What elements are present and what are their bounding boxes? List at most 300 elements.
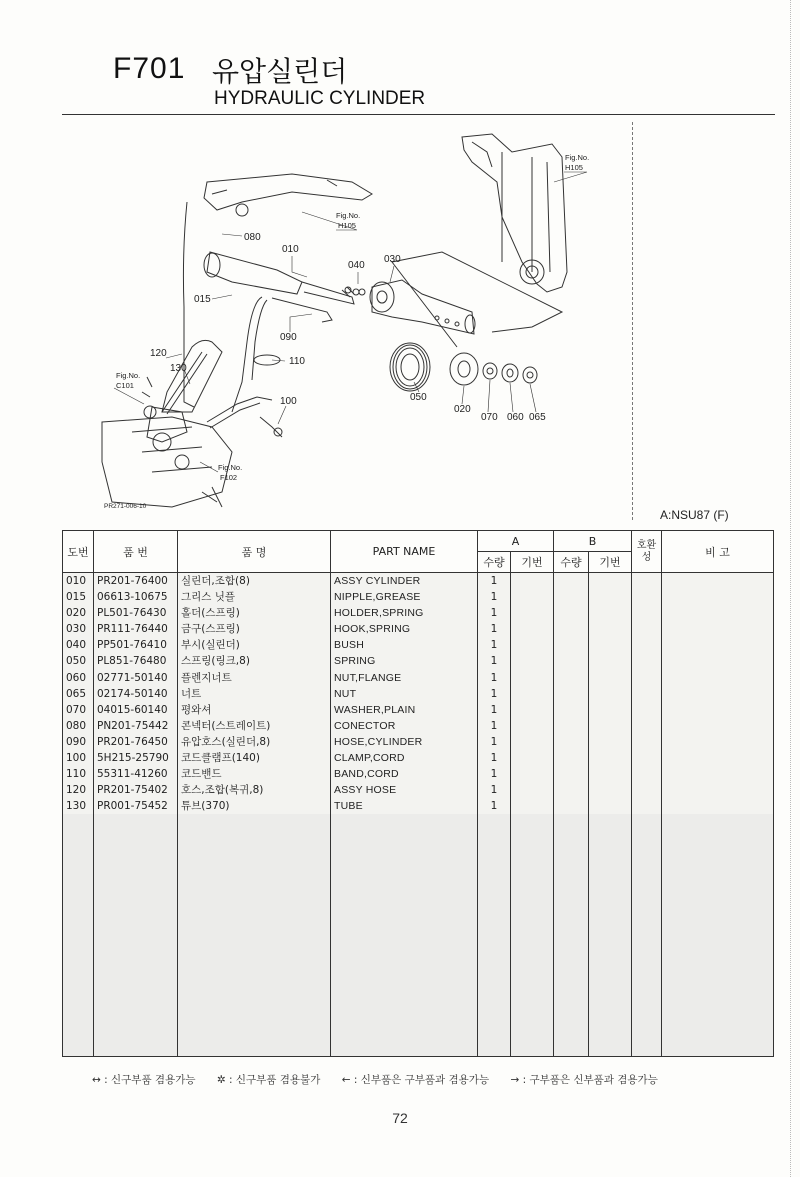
empty-cell: [178, 1008, 331, 1024]
header-code-a: 기번: [511, 552, 554, 573]
empty-cell: [632, 831, 662, 847]
empty-cell: [662, 959, 774, 975]
empty-cell: [662, 991, 774, 1007]
empty-cell: [178, 1040, 331, 1057]
empty-cell: [554, 1024, 589, 1040]
empty-cell: [632, 863, 662, 879]
row-no: 015: [63, 589, 94, 605]
row-qty-b: [554, 621, 589, 637]
header-code-b: 기번: [589, 552, 632, 573]
empty-cell: [178, 959, 331, 975]
row-code-a: [511, 670, 554, 686]
row-remarks: [662, 653, 774, 669]
callout-label: 120: [150, 348, 167, 359]
row-remarks: [662, 589, 774, 605]
empty-cell: [63, 879, 94, 895]
empty-row: [63, 895, 774, 911]
table-row: [63, 718, 774, 734]
empty-cell: [632, 1024, 662, 1040]
row-qty-b: [554, 718, 589, 734]
empty-cell: [589, 991, 632, 1007]
legend-item: ✲ : 신구부품 겸용불가: [216, 1074, 321, 1086]
header-no: 도번: [63, 531, 94, 573]
page-number: 72: [392, 1110, 408, 1126]
empty-cell: [478, 814, 511, 830]
callout-label: 090: [280, 332, 297, 343]
exploded-diagram: [92, 122, 632, 522]
row-qty-a: 1: [478, 750, 511, 766]
row-name-ko: 평와셔: [178, 702, 331, 718]
empty-cell: [478, 895, 511, 911]
empty-row: [63, 991, 774, 1007]
page-code: F701: [113, 52, 186, 85]
empty-cell: [331, 975, 478, 991]
empty-row: [63, 814, 774, 830]
row-qty-b: [554, 750, 589, 766]
empty-cell: [178, 863, 331, 879]
row-code-b: [589, 621, 632, 637]
empty-cell: [178, 895, 331, 911]
row-part-no: PR201-76450: [94, 734, 178, 750]
empty-cell: [589, 831, 632, 847]
empty-cell: [632, 991, 662, 1007]
row-remarks: [662, 573, 774, 590]
empty-cell: [662, 895, 774, 911]
empty-cell: [331, 863, 478, 879]
header-group-a: A: [478, 531, 554, 552]
table-row: [63, 589, 774, 605]
row-qty-a: 1: [478, 670, 511, 686]
empty-cell: [662, 975, 774, 991]
row-qty-b: [554, 766, 589, 782]
empty-cell: [589, 927, 632, 943]
table-row: [63, 637, 774, 653]
empty-cell: [589, 975, 632, 991]
empty-cell: [632, 814, 662, 830]
row-qty-a: 1: [478, 637, 511, 653]
empty-cell: [554, 847, 589, 863]
empty-row: [63, 879, 774, 895]
empty-cell: [63, 927, 94, 943]
row-qty-a: 1: [478, 589, 511, 605]
empty-cell: [511, 895, 554, 911]
table-row: [63, 605, 774, 621]
empty-cell: [632, 959, 662, 975]
row-no: 065: [63, 686, 94, 702]
empty-cell: [63, 991, 94, 1007]
empty-cell: [478, 847, 511, 863]
row-part-no: 55311-41260: [94, 766, 178, 782]
row-code-b: [589, 605, 632, 621]
empty-cell: [94, 911, 178, 927]
empty-row: [63, 959, 774, 975]
empty-row: [63, 911, 774, 927]
row-qty-b: [554, 734, 589, 750]
row-qty-a: 1: [478, 605, 511, 621]
row-name-en: WASHER,PLAIN: [331, 702, 478, 718]
empty-row: [63, 831, 774, 847]
table-row: [63, 750, 774, 766]
row-code-a: [511, 782, 554, 798]
row-qty-a: 1: [478, 798, 511, 814]
drawing-code: PR271-006-10: [104, 503, 147, 510]
empty-cell: [589, 879, 632, 895]
empty-cell: [63, 1008, 94, 1024]
empty-cell: [178, 814, 331, 830]
row-name-en: NUT,FLANGE: [331, 670, 478, 686]
empty-cell: [589, 911, 632, 927]
row-name-ko: 부시(실린더): [178, 637, 331, 653]
row-qty-b: [554, 653, 589, 669]
row-qty-b: [554, 573, 589, 590]
diagram-divider: [632, 122, 633, 520]
row-code-b: [589, 766, 632, 782]
row-interchange: [632, 718, 662, 734]
empty-cell: [94, 863, 178, 879]
header-part-no: 품 번: [94, 531, 178, 573]
empty-cell: [478, 959, 511, 975]
empty-cell: [662, 879, 774, 895]
row-code-a: [511, 653, 554, 669]
row-interchange: [632, 686, 662, 702]
empty-cell: [63, 1024, 94, 1040]
empty-cell: [589, 847, 632, 863]
empty-cell: [662, 927, 774, 943]
row-no: 010: [63, 573, 94, 590]
row-qty-b: [554, 798, 589, 814]
row-name-ko: 코드클램프(140): [178, 750, 331, 766]
row-code-b: [589, 670, 632, 686]
callout-label: 020: [454, 404, 471, 415]
empty-cell: [331, 879, 478, 895]
empty-cell: [63, 911, 94, 927]
row-name-ko: 실린더,조합(8): [178, 573, 331, 590]
row-code-a: [511, 750, 554, 766]
empty-cell: [511, 1024, 554, 1040]
header-remarks: 비 고: [662, 531, 774, 573]
header-interchange: 호환성: [632, 531, 662, 573]
empty-cell: [632, 927, 662, 943]
empty-cell: [662, 847, 774, 863]
fig-ref-label: Fig.No.: [116, 371, 141, 380]
empty-cell: [63, 943, 94, 959]
empty-cell: [94, 975, 178, 991]
row-part-no: PP501-76410: [94, 637, 178, 653]
empty-cell: [63, 863, 94, 879]
row-remarks: [662, 782, 774, 798]
header-qty-b: 수량: [554, 552, 589, 573]
row-code-b: [589, 750, 632, 766]
empty-cell: [511, 959, 554, 975]
row-name-ko: 스프링(링크,8): [178, 653, 331, 669]
row-code-b: [589, 734, 632, 750]
empty-cell: [662, 1040, 774, 1057]
empty-row: [63, 847, 774, 863]
empty-cell: [63, 831, 94, 847]
empty-row: [63, 1040, 774, 1057]
row-name-en: HOLDER,SPRING: [331, 605, 478, 621]
row-remarks: [662, 718, 774, 734]
table-row: [63, 782, 774, 798]
row-interchange: [632, 798, 662, 814]
row-no: 060: [63, 670, 94, 686]
empty-cell: [554, 895, 589, 911]
empty-cell: [94, 1008, 178, 1024]
empty-cell: [94, 1040, 178, 1057]
row-name-ko: 튜브(370): [178, 798, 331, 814]
row-remarks: [662, 702, 774, 718]
row-remarks: [662, 734, 774, 750]
row-interchange: [632, 573, 662, 590]
empty-row: [63, 1008, 774, 1024]
row-qty-a: 1: [478, 573, 511, 590]
row-no: 040: [63, 637, 94, 653]
empty-cell: [63, 814, 94, 830]
empty-cell: [178, 911, 331, 927]
row-no: 080: [63, 718, 94, 734]
row-name-en: BUSH: [331, 637, 478, 653]
empty-cell: [589, 895, 632, 911]
empty-cell: [554, 1008, 589, 1024]
fig-ref-value: C101: [116, 381, 134, 390]
row-name-ko: 너트: [178, 686, 331, 702]
row-code-a: [511, 766, 554, 782]
fig-ref-value: H105: [565, 163, 583, 172]
row-qty-b: [554, 589, 589, 605]
row-no: 090: [63, 734, 94, 750]
row-code-a: [511, 702, 554, 718]
empty-cell: [632, 1040, 662, 1057]
row-qty-a: 1: [478, 734, 511, 750]
empty-cell: [94, 895, 178, 911]
empty-cell: [178, 847, 331, 863]
row-interchange: [632, 653, 662, 669]
row-no: 030: [63, 621, 94, 637]
row-name-en: ASSY HOSE: [331, 782, 478, 798]
table-row: [63, 621, 774, 637]
row-name-en: NUT: [331, 686, 478, 702]
empty-cell: [178, 943, 331, 959]
empty-cell: [554, 814, 589, 830]
row-part-no: 06613-10675: [94, 589, 178, 605]
row-name-en: NIPPLE,GREASE: [331, 589, 478, 605]
empty-cell: [331, 814, 478, 830]
header-name-ko: 품 명: [178, 531, 331, 573]
model-note: A:NSU87 (F): [660, 508, 729, 522]
row-name-ko: 콘넥터(스트레이트): [178, 718, 331, 734]
empty-cell: [554, 879, 589, 895]
empty-cell: [511, 911, 554, 927]
row-part-no: 5H215-25790: [94, 750, 178, 766]
callout-label: 060: [507, 412, 524, 423]
empty-cell: [554, 959, 589, 975]
row-no: 050: [63, 653, 94, 669]
row-code-b: [589, 637, 632, 653]
empty-cell: [478, 943, 511, 959]
row-qty-b: [554, 702, 589, 718]
row-qty-a: 1: [478, 766, 511, 782]
row-interchange: [632, 750, 662, 766]
row-qty-b: [554, 670, 589, 686]
table-row: [63, 653, 774, 669]
empty-cell: [589, 1008, 632, 1024]
callout-label: 050: [410, 392, 427, 403]
row-qty-a: 1: [478, 782, 511, 798]
fig-ref-value: F102: [220, 473, 238, 482]
empty-cell: [94, 1024, 178, 1040]
empty-cell: [178, 991, 331, 1007]
row-interchange: [632, 702, 662, 718]
empty-cell: [632, 879, 662, 895]
row-name-ko: 유압호스(실린더,8): [178, 734, 331, 750]
empty-cell: [589, 1024, 632, 1040]
table-row: [63, 686, 774, 702]
empty-cell: [632, 1008, 662, 1024]
empty-cell: [662, 911, 774, 927]
empty-cell: [632, 943, 662, 959]
row-code-b: [589, 653, 632, 669]
empty-cell: [554, 1040, 589, 1057]
row-code-b: [589, 782, 632, 798]
row-no: 070: [63, 702, 94, 718]
row-code-a: [511, 589, 554, 605]
row-code-a: [511, 718, 554, 734]
row-qty-b: [554, 686, 589, 702]
row-remarks: [662, 621, 774, 637]
row-name-ko: 호스,조합(복귀,8): [178, 782, 331, 798]
row-remarks: [662, 686, 774, 702]
empty-cell: [632, 975, 662, 991]
row-remarks: [662, 766, 774, 782]
row-name-en: CLAMP,CORD: [331, 750, 478, 766]
empty-cell: [94, 943, 178, 959]
header-name-en: PART NAME: [331, 531, 478, 573]
empty-cell: [478, 1008, 511, 1024]
empty-cell: [331, 991, 478, 1007]
empty-cell: [94, 927, 178, 943]
empty-cell: [662, 1024, 774, 1040]
empty-cell: [178, 831, 331, 847]
row-part-no: 02771-50140: [94, 670, 178, 686]
row-qty-b: [554, 782, 589, 798]
empty-cell: [331, 1024, 478, 1040]
empty-cell: [511, 879, 554, 895]
row-part-no: 04015-60140: [94, 702, 178, 718]
row-interchange: [632, 670, 662, 686]
row-code-a: [511, 573, 554, 590]
row-part-no: PR001-75452: [94, 798, 178, 814]
empty-cell: [331, 831, 478, 847]
row-name-ko: 금구(스프링): [178, 621, 331, 637]
row-part-no: PR111-76440: [94, 621, 178, 637]
row-code-a: [511, 686, 554, 702]
empty-cell: [662, 831, 774, 847]
row-interchange: [632, 766, 662, 782]
row-part-no: PR201-75402: [94, 782, 178, 798]
row-qty-a: 1: [478, 686, 511, 702]
empty-cell: [63, 847, 94, 863]
row-interchange: [632, 734, 662, 750]
empty-cell: [662, 863, 774, 879]
legend-item: ← : 신부품은 구부품과 겸용가능: [341, 1074, 490, 1086]
empty-cell: [589, 959, 632, 975]
empty-row: [63, 943, 774, 959]
empty-cell: [511, 831, 554, 847]
row-no: 110: [63, 766, 94, 782]
table-row: [63, 702, 774, 718]
empty-cell: [554, 831, 589, 847]
row-interchange: [632, 637, 662, 653]
row-name-ko: 홀더(스프링): [178, 605, 331, 621]
row-qty-a: 1: [478, 653, 511, 669]
callout-label: 070: [481, 412, 498, 423]
row-qty-b: [554, 605, 589, 621]
table-row: [63, 670, 774, 686]
legend-item: ↔ : 신구부품 겸용가능: [92, 1074, 196, 1086]
row-interchange: [632, 621, 662, 637]
empty-cell: [632, 911, 662, 927]
row-name-en: HOSE,CYLINDER: [331, 734, 478, 750]
row-interchange: [632, 589, 662, 605]
page-title-english: HYDRAULIC CYLINDER: [214, 88, 426, 109]
empty-cell: [662, 943, 774, 959]
empty-cell: [178, 879, 331, 895]
row-name-en: BAND,CORD: [331, 766, 478, 782]
row-no: 130: [63, 798, 94, 814]
row-name-ko: 코드밴드: [178, 766, 331, 782]
row-code-b: [589, 589, 632, 605]
page-edge: [790, 0, 791, 1177]
empty-cell: [331, 943, 478, 959]
table-row: [63, 734, 774, 750]
row-name-en: ASSY CYLINDER: [331, 573, 478, 590]
empty-row: [63, 863, 774, 879]
empty-cell: [331, 927, 478, 943]
row-code-b: [589, 718, 632, 734]
row-interchange: [632, 782, 662, 798]
row-part-no: PL851-76480: [94, 653, 178, 669]
row-part-no: PR201-76400: [94, 573, 178, 590]
table-row: [63, 573, 774, 590]
row-name-en: TUBE: [331, 798, 478, 814]
table-row: [63, 798, 774, 814]
row-code-b: [589, 798, 632, 814]
empty-cell: [662, 1008, 774, 1024]
fig-ref-value: H105: [338, 221, 356, 230]
parts-table: [62, 530, 774, 1057]
empty-cell: [511, 1040, 554, 1057]
row-code-a: [511, 605, 554, 621]
empty-cell: [478, 831, 511, 847]
row-no: 120: [63, 782, 94, 798]
empty-cell: [478, 1024, 511, 1040]
row-no: 020: [63, 605, 94, 621]
empty-cell: [554, 863, 589, 879]
empty-cell: [632, 895, 662, 911]
empty-cell: [478, 927, 511, 943]
row-remarks: [662, 605, 774, 621]
empty-cell: [478, 879, 511, 895]
empty-cell: [632, 847, 662, 863]
callout-label: 040: [348, 260, 365, 271]
callout-label: 080: [244, 232, 261, 243]
empty-cell: [178, 1024, 331, 1040]
callout-label: 130: [170, 363, 187, 374]
empty-cell: [554, 943, 589, 959]
interchange-legend: [92, 1072, 676, 1087]
empty-cell: [511, 943, 554, 959]
row-code-b: [589, 702, 632, 718]
